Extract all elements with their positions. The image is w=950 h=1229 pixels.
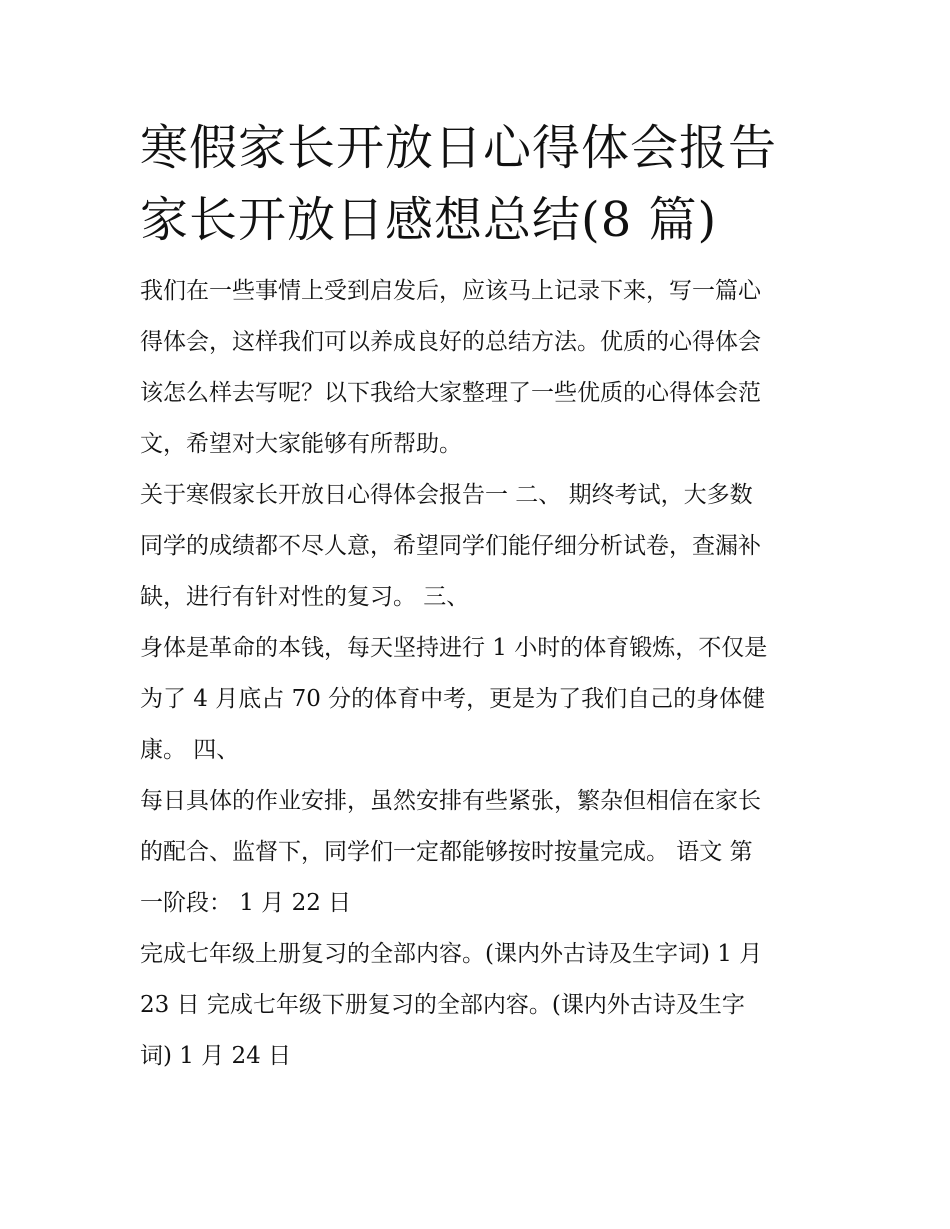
text-line: 身体是革命的本钱，每天坚持进行 1 小时的体育锻炼，不仅是: [140, 635, 768, 661]
title-line: 寒假家长开放日心得体会报告: [140, 120, 778, 176]
text-line: 我们在一些事情上受到启发后，应该马上记录下来，写一篇心: [140, 278, 761, 304]
paragraph-homework: [140, 776, 820, 929]
document-page: [140, 112, 820, 1082]
text-line: 为了 4 月底占 70 分的体育中考，更是为了我们自己的身体健: [140, 686, 766, 712]
text-line: 文，希望对大家能够有所帮助。: [140, 431, 462, 457]
paragraph-schedule: [140, 929, 820, 1082]
text-line: 词) 1 月 24 日: [140, 1043, 292, 1069]
document-body: [140, 266, 820, 1082]
text-line: 23 日 完成七年级下册复习的全部内容。(课内外古诗及生字: [140, 992, 745, 1018]
paragraph-health: [140, 623, 820, 776]
paragraph-exam: [140, 470, 820, 623]
document-title: [140, 112, 820, 256]
text-line: 该怎么样去写呢？以下我给大家整理了一些优质的心得体会范: [140, 380, 761, 406]
text-line: 康。 四、: [140, 737, 240, 763]
text-line: 缺，进行有针对性的复习。 三、: [140, 584, 470, 610]
text-line: 关于寒假家长开放日心得体会报告一 二、 期终考试，大多数: [140, 482, 753, 508]
text-line: 每日具体的作业安排，虽然安排有些紧张，繁杂但相信在家长: [140, 788, 761, 814]
text-line: 得体会，这样我们可以养成良好的总结方法。优质的心得体会: [140, 329, 761, 355]
paragraph-intro: [140, 266, 820, 470]
text-line: 的配合、监督下，同学们一定都能够按时按量完成。 语文 第: [140, 839, 753, 865]
text-line: 完成七年级上册复习的全部内容。(课内外古诗及生字词) 1 月: [140, 941, 763, 967]
text-line: 一阶段： 1 月 22 日: [140, 890, 352, 916]
title-line: 家长开放日感想总结(8 篇): [140, 192, 718, 248]
text-line: 同学的成绩都不尽人意，希望同学们能仔细分析试卷，查漏补: [140, 533, 761, 559]
